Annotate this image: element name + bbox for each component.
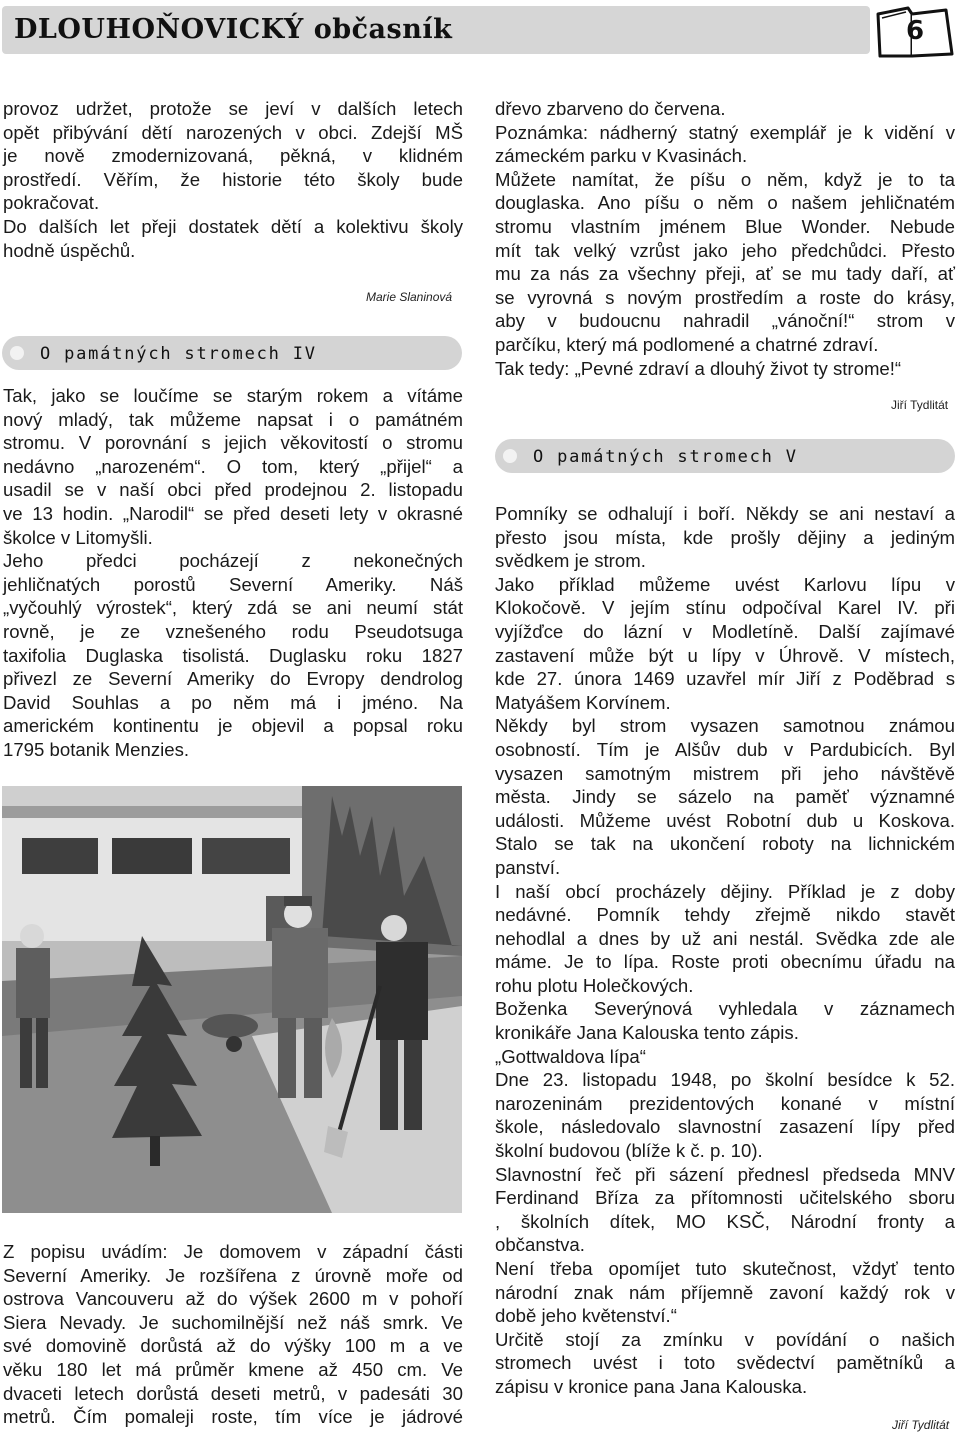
text-line: Poznámka: nádherný statný exemplář je k vidění v	[495, 121, 955, 143]
text-line: ostrova Vancouveru až do výšek 2600 m v pohoří	[3, 1288, 463, 1310]
text-line: dvaceti letech dorůstá deseti metrů, v padesáti 30	[3, 1382, 463, 1404]
text-line: jehličnatých porostů Severní Ameriky. Náš	[3, 573, 463, 595]
text-line: města. Jindy se sázelo na paměť významné	[495, 786, 955, 808]
left-intro-paragraph	[3, 97, 463, 262]
text-line: „vyčouhlý výrostek“, který zdá se ani neumí stát	[3, 597, 463, 619]
text-line: zastavení může být u lípy v Úhrově. V místech,	[495, 644, 955, 666]
text-line: Stalo se tak na ukončení roboty na lichnickém	[495, 833, 955, 855]
intro-signature: Marie Slaninová	[366, 290, 453, 304]
photo-tree-planting	[2, 786, 462, 1213]
text-line: vyjížďce do lázní v Modletíně. Další zajímavé	[495, 620, 955, 642]
section-title-v: O památných stromech V	[533, 447, 798, 467]
text-line: Slavnostní řeč při sázení přednesl předseda MNV	[495, 1163, 955, 1185]
text-line: osobností. Tím je Alšův dub v Pardubicích. Byl	[495, 738, 955, 760]
text-line: kronikáře Jana Kalouska tento zápis.	[495, 1022, 799, 1044]
text-line: panství.	[495, 856, 561, 878]
text-line: rovně, je ze vznešeného rodu Pseudotsuga	[3, 620, 463, 642]
text-line: douglaska. Ano píšu o něm o našem jehličnatém	[495, 192, 955, 214]
text-line: „Gottwaldova lípa“	[495, 1045, 646, 1067]
text-line: školní budovou (blíže k č. p. 10).	[495, 1140, 763, 1162]
right-body-paragraph	[495, 502, 955, 1399]
text-line: je nově zmodernizovaná, pěkná, v klidném	[3, 145, 463, 167]
text-line: Jako příklad můžeme uvést Karlovu lípu v	[495, 573, 955, 595]
text-line: stromu. V porovnání s jejich věkovitostí o stromu	[3, 432, 463, 454]
text-line: Do dalších let přeji dostatek dětí a kolektivu školy	[3, 215, 463, 237]
text-line: David Souhlas a po něm má i jméno. Na	[3, 691, 463, 713]
text-line: Ferdinand Bříza za přítomnosti učitelského sboru	[495, 1187, 955, 1209]
text-line: mít tak velký vzrůst jako jeho předchůdci. Přesto	[495, 239, 955, 261]
text-line: narozeninám prezidentových konané v místní	[495, 1092, 955, 1114]
text-line: hodně úspěchů.	[3, 239, 136, 261]
text-line: přesto jsou místa, kde prošly dějiny a jediným	[495, 526, 955, 548]
text-line: Klokočově. V jejím stínu odpočíval Karel IV. při	[495, 597, 955, 619]
text-line: prostředí. Věřím, že historie této školy bude	[3, 168, 463, 190]
right-bottom-signature: Jiří Tydlitát	[892, 1418, 950, 1432]
text-line: , školních dítek, MO KSČ, Národní fronty a	[495, 1210, 955, 1232]
text-line: Není třeba opomíjet tuto skutečnost, vždyť tento	[495, 1258, 955, 1279]
text-line: taxifolia Duglaska tisolistá. Duglasku roku 1827	[3, 644, 463, 666]
text-line: dřevo zbarveno do červena.	[495, 98, 726, 119]
section-header-v	[495, 439, 955, 473]
text-line: Tak tedy: „Pevné zdraví a dlouhý život ty strome!“	[495, 357, 902, 379]
text-line: aby v budoucnu nahradil „vánoční!“ strom v	[495, 310, 955, 332]
text-line: Dne 23. listopadu 1948, po školní besídce k 52.	[495, 1069, 955, 1091]
page-number: 6	[906, 16, 925, 46]
text-line: školce v Litomyšli.	[3, 526, 153, 548]
text-line: pokračovat.	[3, 192, 100, 214]
text-line: nehodlal a dnes by už ani nestál. Svědka zde ale	[495, 927, 955, 949]
text-line: národní znak nám příjemně zavoní každý rok v	[495, 1281, 955, 1303]
bullet-icon	[10, 346, 24, 360]
text-line: parčíku, který má podlomené a chatrné zdraví.	[495, 333, 879, 355]
text-line: mu za nás za všechny přeji, ať se mu tady daří, ať	[495, 263, 955, 285]
text-line: usadil se v naší obci před prodejnou 2. listopadu	[3, 479, 463, 501]
text-line: vysazen samotným mistrem při jeho návštěvě	[495, 762, 955, 784]
text-line: svědkem je strom.	[495, 550, 646, 572]
text-line: se vyrovná s novým prostředím a roste do krásy,	[495, 286, 955, 308]
text-line: provoz udržet, protože se jeví v dalších letech	[3, 98, 463, 119]
text-line: své domovině dorůstá až do výšky 100 m a ve	[3, 1335, 463, 1357]
text-line: ve 13 hodin. „Narodil“ se před deseti lety v okrasné	[3, 502, 463, 524]
text-line: zápisu v kronice pana Jana Kalouska.	[495, 1375, 808, 1397]
text-line: metrů. Čím pomaleji roste, tím více je jádrové	[3, 1406, 463, 1428]
text-line: máme. Je to lípa. Roste proti obecnímu úřadu na	[495, 951, 955, 973]
text-line: Boženka Severýnová vyhledala v záznamech	[495, 998, 955, 1020]
text-line: stromu vlastním jménem Blue Wonder. Nebude	[495, 215, 955, 237]
text-line: Pomníky se odhalují i boří. Někdy se ani nestaví a	[495, 503, 955, 524]
right-top-paragraph	[495, 97, 955, 380]
text-line: nedávno „narozeném“. O tom, který „přijel“ a	[3, 455, 463, 477]
text-line: Můžete namítat, že píšu o něm, když je to ta	[495, 168, 955, 190]
text-line: I naší obcí procházely dějiny. Příklad je z doby	[495, 880, 955, 902]
text-line: Někdy byl strom vysazen samotnou známou	[495, 715, 955, 737]
left-body-paragraph	[3, 384, 463, 762]
text-line: 1795 botanik Menzies.	[3, 738, 190, 760]
text-line: nedávné. Pomník tehdy zřejmě nikdo stavět	[495, 904, 955, 926]
text-line: škole, následovalo slavnostní zasazení lípy před	[495, 1116, 955, 1138]
text-line: Tak, jako se loučíme se starým rokem a vítáme	[3, 385, 463, 406]
text-line: věku 180 let má průměr kmene až 450 cm. Ve	[3, 1358, 463, 1380]
text-line: americkém kontinentu je objevil a popsal roku	[3, 715, 463, 737]
text-line: rohu plotu Holečkových.	[495, 974, 694, 996]
text-line: Severní Ameriky. Je rozšířena z úrovně moře od	[3, 1264, 463, 1286]
text-line: Matyášem Korvínem.	[495, 691, 671, 713]
right-top-signature: Jiří Tydlitát	[891, 398, 949, 412]
text-line: době jeho květenství.“	[495, 1305, 677, 1327]
section-title-iv: O památných stromech IV	[40, 344, 317, 364]
text-line: Jeho předci pocházejí z nekonečných	[3, 550, 463, 572]
newsletter-title: DLOUHOŇOVICKÝ občasník	[14, 14, 453, 45]
section-header-iv	[2, 336, 462, 370]
text-line: občanstva.	[495, 1234, 585, 1256]
text-line: přivezl ze Severní Ameriky do Evropy dendrolog	[3, 668, 463, 690]
text-line: události. Můžeme uvést Robotní dub u Koskova.	[495, 809, 955, 831]
text-line: Určitě stojí za zmínku v povídání o našich	[495, 1328, 955, 1350]
text-line: zámeckém parku v Kvasinách.	[495, 145, 748, 167]
text-line: Siera Nevady. Je suchomilnější než náš smrk. Ve	[3, 1311, 463, 1333]
text-line: nový mladý, tak můžeme napsat i o památném	[3, 408, 463, 430]
text-line: kde 27. února 1469 uzavřel mír Jiří z Poděbrad s	[495, 668, 955, 690]
text-line: Z popisu uvádím: Je domovem v západní části	[3, 1241, 463, 1262]
text-line: opět přibývání dětí narozených v obci. Zdejší MŠ	[3, 121, 463, 143]
bullet-icon	[503, 449, 517, 463]
text-line: stromech uvést i toto svědectví pamětníků a	[495, 1352, 955, 1374]
left-bottom-paragraph	[3, 1240, 463, 1429]
